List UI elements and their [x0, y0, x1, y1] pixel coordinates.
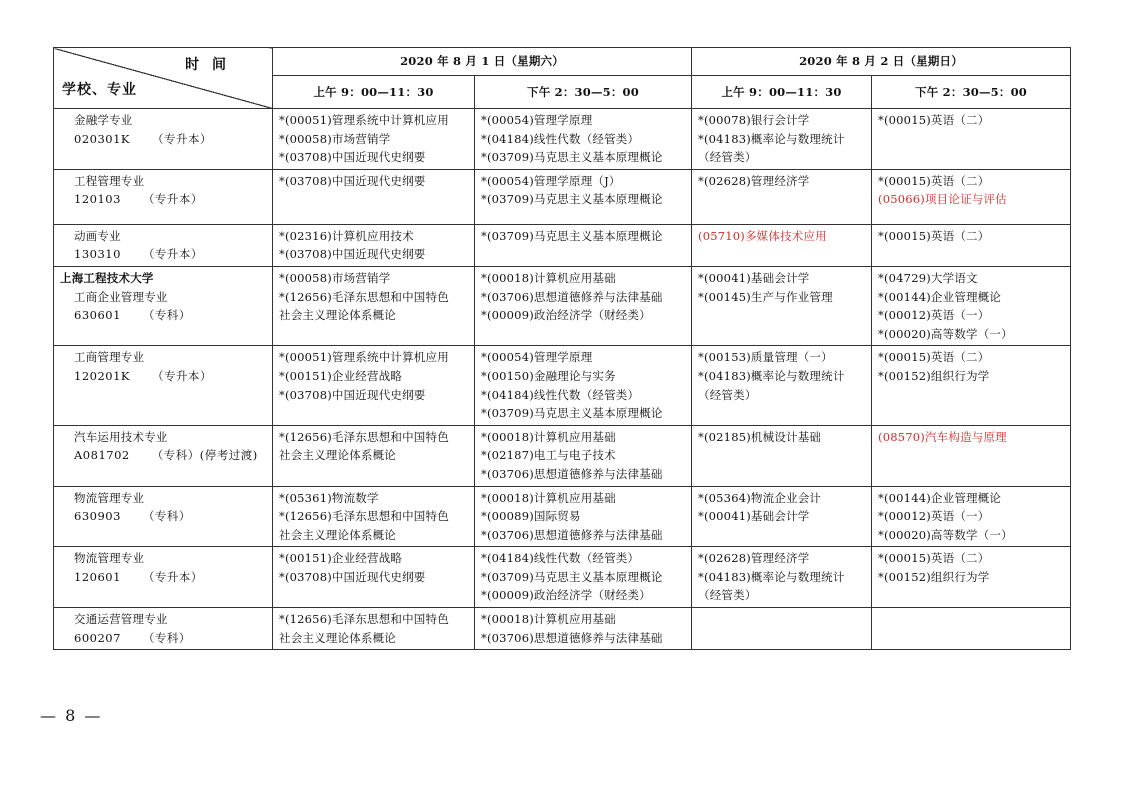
exam-subject: *(04184)线性代数（经管类）	[481, 387, 640, 402]
exam-subject: *(00152)组织行为学	[878, 368, 990, 383]
exam-subject: *(03709)马克思主义基本原理概论	[481, 150, 663, 165]
d2pm-cell	[872, 109, 1071, 170]
major-code-line	[60, 245, 272, 264]
exam-schedule-table	[53, 47, 1071, 650]
exam-subject: （经管类）	[698, 387, 757, 402]
major-code-line	[60, 507, 272, 526]
table-row	[54, 486, 1071, 547]
major-level: （专升本）	[152, 131, 212, 146]
date1-am-header: 上午 9：00—11：30	[273, 76, 475, 109]
d2am-cell	[692, 608, 872, 650]
d2am-cell	[692, 169, 872, 224]
major-code-line	[60, 306, 272, 325]
exam-subject: *(00152)组织行为学	[878, 569, 990, 584]
exam-subject: *(05361)物流数学	[279, 490, 379, 505]
major-code: A081702	[74, 448, 130, 463]
major-code: 120601	[74, 569, 121, 584]
d2am-cell	[692, 346, 872, 425]
exam-subject: *(04183)概率论与数理统计	[698, 131, 845, 146]
exam-subject: *(00012)英语（一）	[878, 308, 990, 323]
d2pm-cell	[872, 224, 1071, 266]
school-major-cell	[54, 224, 273, 266]
exam-subject: *(00020)高等数学（一）	[878, 326, 1013, 341]
exam-subject: *(00150)金融理论与实务	[481, 368, 616, 383]
exam-subject: *(00018)计算机应用基础	[481, 429, 616, 444]
exam-subject: *(03708)中国近现代史纲要	[279, 569, 426, 584]
d2pm-cell	[872, 608, 1071, 650]
d2am-cell	[692, 266, 872, 345]
exam-subject: 社会主义理论体系概论	[279, 448, 396, 463]
exam-subject: *(00144)企业管理概论	[878, 490, 1002, 505]
exam-subject: *(00018)计算机应用基础	[481, 490, 616, 505]
exam-subject: *(12656)毛泽东思想和中国特色	[279, 429, 449, 444]
exam-subject: *(05364)物流企业会计	[698, 490, 822, 505]
header-row-dates	[54, 48, 1071, 76]
exam-subject: *(03709)马克思主义基本原理概论	[481, 569, 663, 584]
university-name: 上海工程技术大学	[60, 270, 154, 285]
exam-subject: *(03706)思想道德修养与法律基础	[481, 289, 663, 304]
table-row	[54, 224, 1071, 266]
d1am-cell	[273, 266, 475, 345]
d2am-cell	[692, 425, 872, 486]
exam-subject: *(00058)市场营销学	[279, 131, 391, 146]
exam-subject: *(04184)线性代数（经管类）	[481, 551, 640, 566]
exam-subject: *(00041)基础会计学	[698, 270, 810, 285]
school-major-cell	[54, 608, 273, 650]
major-code: 630601	[74, 308, 121, 323]
exam-subject: *(00018)计算机应用基础	[481, 612, 616, 627]
exam-subject: *(00153)质量管理（一）	[698, 350, 833, 365]
exam-subject: *(04729)大学语文	[878, 270, 978, 285]
d1pm-cell	[475, 425, 692, 486]
exam-subject: *(00058)市场营销学	[279, 270, 391, 285]
exam-subject: *(12656)毛泽东思想和中国特色	[279, 289, 449, 304]
d2am-cell	[692, 109, 872, 170]
exam-subject: *(02187)电工与电子技术	[481, 448, 616, 463]
page-number: — 8 —	[40, 706, 103, 725]
major-name: 金融学专业	[74, 113, 133, 127]
d2pm-cell	[872, 425, 1071, 486]
school-major-cell	[54, 109, 273, 170]
d2am-cell	[692, 224, 872, 266]
major-level: （专升本）	[142, 192, 203, 207]
exam-subject: *(04184)线性代数（经管类）	[481, 131, 640, 146]
major-name: 物流管理专业	[74, 551, 145, 566]
school-major-cell	[54, 425, 273, 486]
exam-subject: *(02185)机械设计基础	[698, 429, 822, 444]
exam-subject: *(00051)管理系统中计算机应用	[279, 113, 449, 127]
date1-pm-header: 下午 2：30—5：00	[475, 76, 692, 109]
major-code: 120103	[74, 192, 121, 207]
major-code-line	[60, 130, 272, 149]
exam-subject: *(00015)英语（二）	[878, 113, 990, 127]
major-level: （专科）	[142, 509, 191, 524]
exam-subject: （经管类）	[698, 150, 757, 165]
major-name: 物流管理专业	[74, 490, 145, 505]
exam-subject: （经管类）	[698, 588, 757, 603]
major-code: 600207	[74, 630, 121, 645]
d1am-cell	[273, 608, 475, 650]
exam-subject: *(12656)毛泽东思想和中国特色	[279, 612, 449, 627]
school-major-cell	[54, 486, 273, 547]
exam-subject: *(00009)政治经济学（财经类）	[481, 308, 651, 323]
major-code: 130310	[74, 247, 121, 262]
major-code-line	[60, 367, 272, 386]
major-level: （专升本）	[142, 247, 203, 262]
major-name: 交通运营管理专业	[74, 612, 168, 627]
table-row	[54, 266, 1071, 345]
d1am-cell	[273, 547, 475, 608]
d1pm-cell	[475, 169, 692, 224]
exam-subject: *(00012)英语（一）	[878, 509, 990, 524]
exam-subject: *(03709)马克思主义基本原理概论	[481, 228, 663, 243]
d1am-cell	[273, 224, 475, 266]
major-code: 120201K	[74, 368, 130, 383]
date-2-header: 2020 年 8 月 2 日（星期日）	[692, 48, 1071, 76]
exam-subject-new: (08570)汽车构造与原理	[878, 429, 1007, 444]
table-row	[54, 547, 1071, 608]
exam-subject: *(00054)管理学原理（J）	[481, 173, 621, 188]
exam-subject: *(02628)管理经济学	[698, 551, 810, 566]
exam-subject: *(00015)英语（二）	[878, 228, 990, 243]
exam-subject: *(04183)概率论与数理统计	[698, 569, 845, 584]
exam-subject: *(12656)毛泽东思想和中国特色	[279, 509, 449, 524]
exam-subject: *(00015)英语（二）	[878, 173, 990, 188]
d1pm-cell	[475, 486, 692, 547]
exam-subject: 社会主义理论体系概论	[279, 630, 396, 645]
major-code: 630903	[74, 509, 121, 524]
d1pm-cell	[475, 224, 692, 266]
table-row	[54, 169, 1071, 224]
date-1-header: 2020 年 8 月 1 日（星期六）	[273, 48, 692, 76]
d1am-cell	[273, 109, 475, 170]
exam-subject: *(03708)中国近现代史纲要	[279, 150, 426, 165]
d1pm-cell	[475, 266, 692, 345]
exam-subject: *(02316)计算机应用技术	[279, 228, 414, 243]
exam-subject: *(00151)企业经营战略	[279, 551, 403, 566]
table-row	[54, 608, 1071, 650]
d2pm-cell	[872, 547, 1071, 608]
date2-am-header: 上午 9：00—11：30	[692, 76, 872, 109]
d1pm-cell	[475, 547, 692, 608]
d1am-cell	[273, 425, 475, 486]
d2am-cell	[692, 486, 872, 547]
major-name: 工商管理专业	[74, 350, 145, 365]
school-major-cell	[54, 266, 273, 345]
d2am-cell	[692, 547, 872, 608]
d2pm-cell	[872, 486, 1071, 547]
major-name: 汽车运用技术专业	[74, 429, 168, 444]
table-row	[54, 346, 1071, 425]
exam-subject: 社会主义理论体系概论	[279, 308, 396, 323]
date2-pm-header: 下午 2：30—5：00	[872, 76, 1071, 109]
exam-subject: *(00151)企业经营战略	[279, 368, 403, 383]
d1pm-cell	[475, 109, 692, 170]
d1am-cell	[273, 346, 475, 425]
d2pm-cell	[872, 346, 1071, 425]
major-name: 工商企业管理专业	[74, 289, 168, 304]
exam-subject: *(00018)计算机应用基础	[481, 270, 616, 285]
school-major-cell	[54, 169, 273, 224]
exam-subject: *(04183)概率论与数理统计	[698, 368, 845, 383]
d1am-cell	[273, 169, 475, 224]
d2pm-cell	[872, 169, 1071, 224]
exam-subject: *(00145)生产与作业管理	[698, 289, 833, 304]
exam-subject: *(00009)政治经济学（财经类）	[481, 588, 651, 603]
school-major-cell	[54, 547, 273, 608]
d2pm-cell	[872, 266, 1071, 345]
exam-subject: *(00020)高等数学（一）	[878, 527, 1013, 542]
major-level: （专科）(停考过渡)	[151, 448, 258, 463]
exam-subject: *(03708)中国近现代史纲要	[279, 247, 426, 262]
exam-subject: *(00054)管理学原理	[481, 113, 593, 127]
major-code-line	[60, 190, 272, 209]
exam-subject: *(00051)管理系统中计算机应用	[279, 350, 449, 365]
exam-subject: *(03706)思想道德修养与法律基础	[481, 527, 663, 542]
exam-subject: *(00054)管理学原理	[481, 350, 593, 365]
exam-subject-new: (05066)项目论证与评估	[878, 192, 1007, 207]
d1pm-cell	[475, 608, 692, 650]
major-code: 020301K	[74, 131, 130, 146]
major-level: （专科）	[142, 308, 191, 323]
exam-subject: *(03706)思想道德修养与法律基础	[481, 630, 663, 645]
exam-subject: *(00078)银行会计学	[698, 113, 810, 127]
exam-subject: *(03706)思想道德修养与法律基础	[481, 466, 663, 481]
major-code-line	[60, 446, 272, 465]
time-label: 时 间	[185, 57, 230, 73]
school-major-cell	[54, 346, 273, 425]
exam-subject: *(02628)管理经济学	[698, 173, 810, 188]
major-level: （专升本）	[152, 368, 212, 383]
exam-subject: *(00041)基础会计学	[698, 509, 810, 524]
table-row	[54, 425, 1071, 486]
exam-subject: *(00144)企业管理概论	[878, 289, 1002, 304]
exam-subject: *(00015)英语（二）	[878, 350, 990, 365]
table-row	[54, 109, 1071, 170]
corner-header	[54, 48, 273, 109]
exam-subject: *(00089)国际贸易	[481, 509, 581, 524]
exam-subject-new: (05710)多媒体技术应用	[698, 228, 827, 243]
exam-subject: *(03708)中国近现代史纲要	[279, 387, 426, 402]
major-level: （专科）	[142, 630, 191, 645]
exam-subject: *(03708)中国近现代史纲要	[279, 173, 426, 188]
major-level: （专升本）	[142, 569, 203, 584]
exam-subject: *(03709)马克思主义基本原理概论	[481, 406, 663, 421]
exam-subject: 社会主义理论体系概论	[279, 527, 396, 542]
major-name: 工程管理专业	[74, 173, 145, 188]
major-name: 动画专业	[74, 228, 121, 243]
exam-subject: *(00015)英语（二）	[878, 551, 990, 566]
major-code-line	[60, 629, 272, 648]
exam-subject: *(03709)马克思主义基本原理概论	[481, 192, 663, 207]
school-major-label: 学校、专业	[62, 82, 137, 99]
d1am-cell	[273, 486, 475, 547]
d1pm-cell	[475, 346, 692, 425]
major-code-line	[60, 568, 272, 587]
